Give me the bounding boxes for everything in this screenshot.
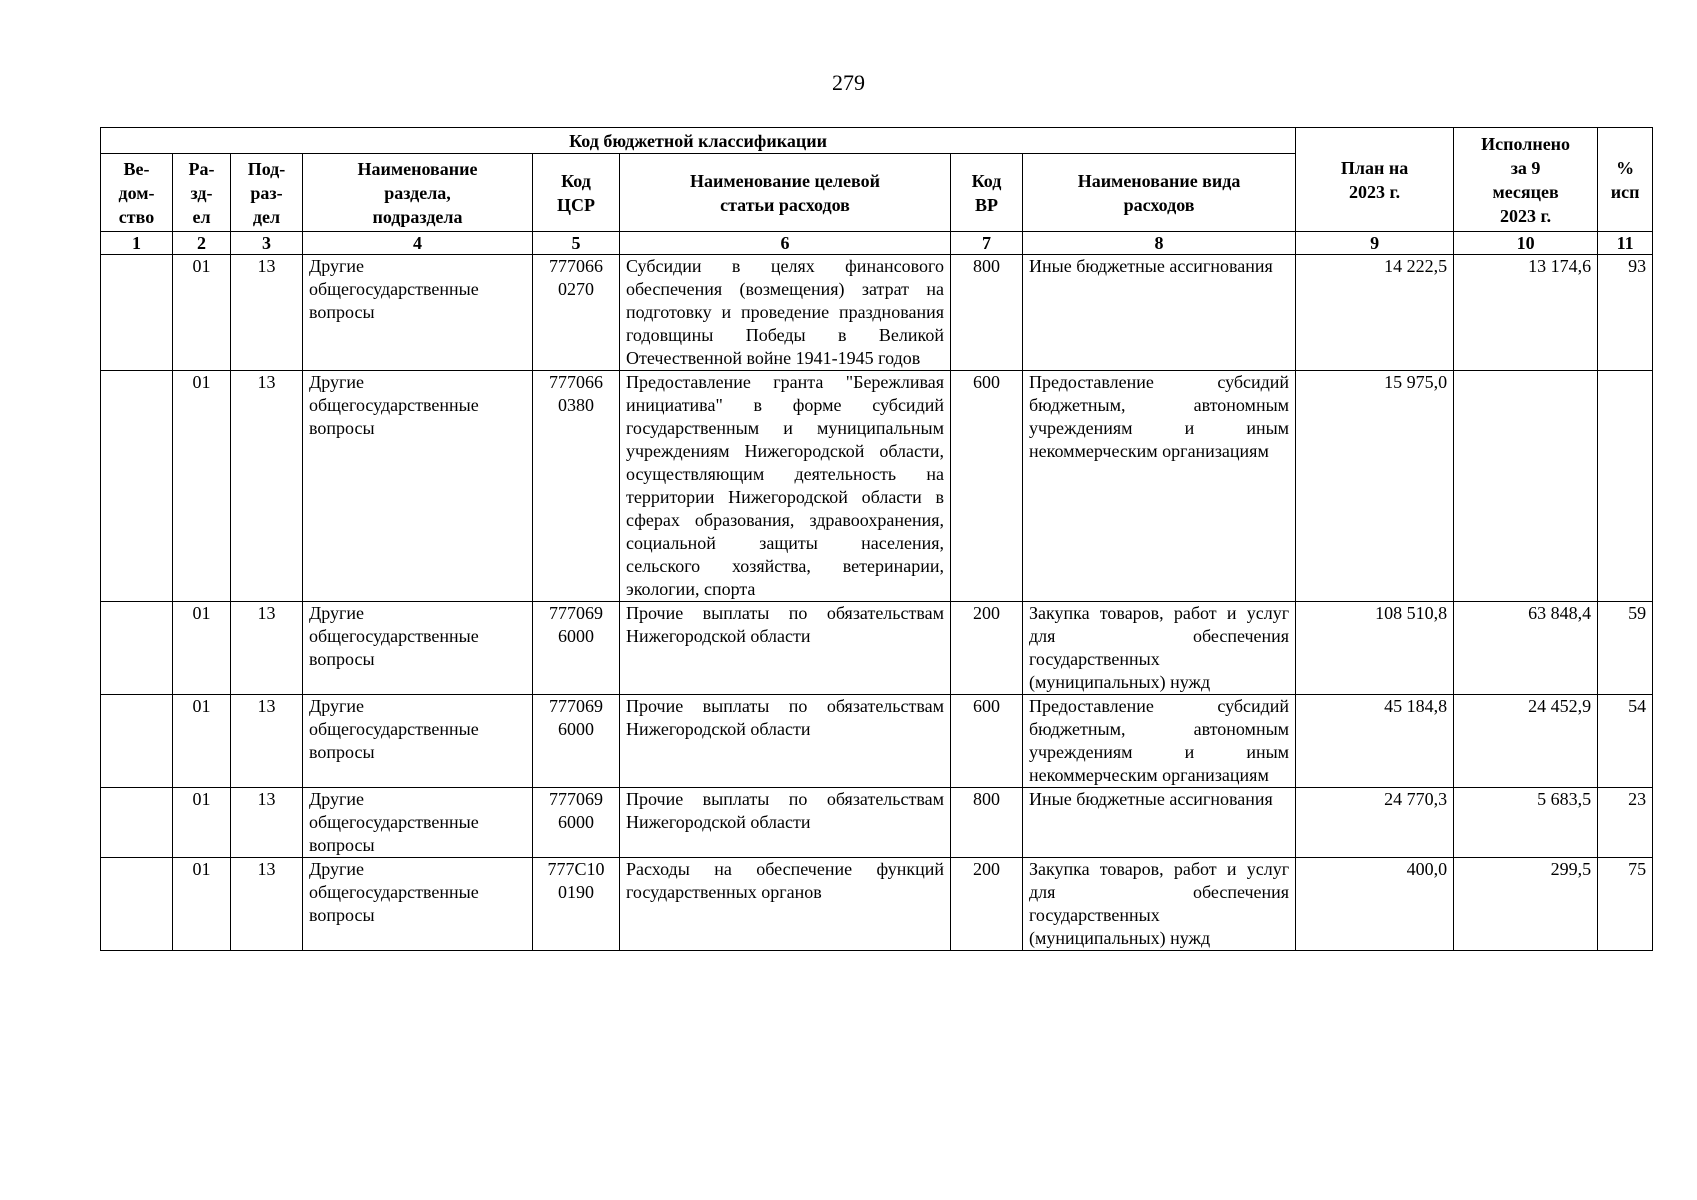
header-vr: Код ВР xyxy=(951,154,1023,232)
cell-executed: 299,5 xyxy=(1454,858,1598,951)
cell-razdel-name: Другие общегосударственные вопросы xyxy=(303,858,533,951)
cell-vr: 200 xyxy=(951,858,1023,951)
cell-podrazdel: 13 xyxy=(231,788,303,858)
cell-executed: 63 848,4 xyxy=(1454,602,1598,695)
cell-podrazdel: 13 xyxy=(231,255,303,371)
column-number: 8 xyxy=(1023,232,1296,255)
column-number: 2 xyxy=(173,232,231,255)
header-plan: План на 2023 г. xyxy=(1296,128,1454,232)
page-number: 279 xyxy=(832,70,865,95)
header-percent: % исп xyxy=(1598,128,1653,232)
cell-executed xyxy=(1454,371,1598,602)
column-number: 4 xyxy=(303,232,533,255)
cell-target-name: Субсидии в целях финансового обеспечения (возмещения) затрат на подготовку и проведение празднования годовщины Победы в Великой Отечественной войне 1941-1945 годов xyxy=(620,255,951,371)
cell-vr: 600 xyxy=(951,695,1023,788)
cell-percent: 93 xyxy=(1598,255,1653,371)
column-number: 3 xyxy=(231,232,303,255)
cell-razdel: 01 xyxy=(173,788,231,858)
cell-target-name: Прочие выплаты по обязательствам Нижегородской области xyxy=(620,695,951,788)
cell-percent: 23 xyxy=(1598,788,1653,858)
column-number: 7 xyxy=(951,232,1023,255)
cell-vr-name: Предоставление субсидий бюджетным, автономным учреждениям и иным некоммерческим организациям xyxy=(1023,695,1296,788)
cell-razdel-name: Другие общегосударственные вопросы xyxy=(303,371,533,602)
header-razdel-name: Наименование раздела, подраздела xyxy=(303,154,533,232)
cell-razdel-name: Другие общегосударственные вопросы xyxy=(303,788,533,858)
cell-razdel-name: Другие общегосударственные вопросы xyxy=(303,255,533,371)
table-row xyxy=(101,858,1653,951)
cell-razdel: 01 xyxy=(173,602,231,695)
cell-plan: 24 770,3 xyxy=(1296,788,1454,858)
cell-vr-name: Иные бюджетные ассигнования xyxy=(1023,788,1296,858)
header-target-name: Наименование целевой статьи расходов xyxy=(620,154,951,232)
cell-plan: 15 975,0 xyxy=(1296,371,1454,602)
budget-table xyxy=(100,127,1653,951)
cell-executed: 5 683,5 xyxy=(1454,788,1598,858)
header-razdel: Ра- зд- ел xyxy=(173,154,231,232)
header-csr: Код ЦСР xyxy=(533,154,620,232)
cell-razdel: 01 xyxy=(173,858,231,951)
cell-vr-name: Предоставление субсидий бюджетным, автономным учреждениям и иным некоммерческим организациям xyxy=(1023,371,1296,602)
cell-executed: 13 174,6 xyxy=(1454,255,1598,371)
cell-vr: 600 xyxy=(951,371,1023,602)
budget-classification-header: Код бюджетной классификации xyxy=(101,128,1296,154)
cell-target-name: Прочие выплаты по обязательствам Нижегородской области xyxy=(620,788,951,858)
cell-vr-name: Иные бюджетные ассигнования xyxy=(1023,255,1296,371)
column-number: 11 xyxy=(1598,232,1653,255)
cell-percent: 59 xyxy=(1598,602,1653,695)
cell-razdel-name: Другие общегосударственные вопросы xyxy=(303,695,533,788)
table-row xyxy=(101,371,1653,602)
cell-podrazdel: 13 xyxy=(231,602,303,695)
cell-target-name: Расходы на обеспечение функций государственных органов xyxy=(620,858,951,951)
cell-executed: 24 452,9 xyxy=(1454,695,1598,788)
cell-target-name: Прочие выплаты по обязательствам Нижегородской области xyxy=(620,602,951,695)
cell-vedomstvo xyxy=(101,371,173,602)
cell-vedomstvo xyxy=(101,602,173,695)
cell-csr: 777069 6000 xyxy=(533,602,620,695)
cell-csr: 777069 6000 xyxy=(533,788,620,858)
column-number: 6 xyxy=(620,232,951,255)
cell-vr-name: Закупка товаров, работ и услуг для обеспечения государственных (муниципальных) нужд xyxy=(1023,602,1296,695)
header-podrazdel: Под- раз- дел xyxy=(231,154,303,232)
column-number: 5 xyxy=(533,232,620,255)
cell-csr: 777069 6000 xyxy=(533,695,620,788)
cell-percent: 75 xyxy=(1598,858,1653,951)
cell-percent xyxy=(1598,371,1653,602)
cell-podrazdel: 13 xyxy=(231,371,303,602)
cell-vedomstvo xyxy=(101,788,173,858)
cell-vr: 800 xyxy=(951,788,1023,858)
cell-plan: 108 510,8 xyxy=(1296,602,1454,695)
header-executed: Исполнено за 9 месяцев 2023 г. xyxy=(1454,128,1598,232)
cell-vedomstvo xyxy=(101,858,173,951)
cell-vr: 200 xyxy=(951,602,1023,695)
table-row xyxy=(101,788,1653,858)
cell-target-name: Предоставление гранта "Бережливая инициатива" в форме субсидий государственным и муниципальным учреждениям Нижегородской области, осуществляющим деятельность на территории Нижегородской области в сферах образования, здравоохранения, социальной защиты населения, сельского хозяйства, ветеринарии, экологии, спорта xyxy=(620,371,951,602)
column-numbers-row xyxy=(101,232,1653,255)
table-row xyxy=(101,255,1653,371)
cell-razdel-name: Другие общегосударственные вопросы xyxy=(303,602,533,695)
cell-razdel: 01 xyxy=(173,371,231,602)
header-vr-name: Наименование вида расходов xyxy=(1023,154,1296,232)
cell-csr: 777066 0380 xyxy=(533,371,620,602)
cell-podrazdel: 13 xyxy=(231,695,303,788)
cell-razdel: 01 xyxy=(173,695,231,788)
column-number: 1 xyxy=(101,232,173,255)
cell-vedomstvo xyxy=(101,255,173,371)
cell-podrazdel: 13 xyxy=(231,858,303,951)
cell-vr: 800 xyxy=(951,255,1023,371)
table-row xyxy=(101,695,1653,788)
cell-plan: 45 184,8 xyxy=(1296,695,1454,788)
column-number: 10 xyxy=(1454,232,1598,255)
header-vedomstvo: Ве- дом- ство xyxy=(101,154,173,232)
cell-csr: 777066 0270 xyxy=(533,255,620,371)
cell-razdel: 01 xyxy=(173,255,231,371)
cell-vedomstvo xyxy=(101,695,173,788)
column-number: 9 xyxy=(1296,232,1454,255)
cell-plan: 14 222,5 xyxy=(1296,255,1454,371)
cell-percent: 54 xyxy=(1598,695,1653,788)
table-row xyxy=(101,602,1653,695)
cell-csr: 777С10 0190 xyxy=(533,858,620,951)
cell-vr-name: Закупка товаров, работ и услуг для обеспечения государственных (муниципальных) нужд xyxy=(1023,858,1296,951)
cell-plan: 400,0 xyxy=(1296,858,1454,951)
